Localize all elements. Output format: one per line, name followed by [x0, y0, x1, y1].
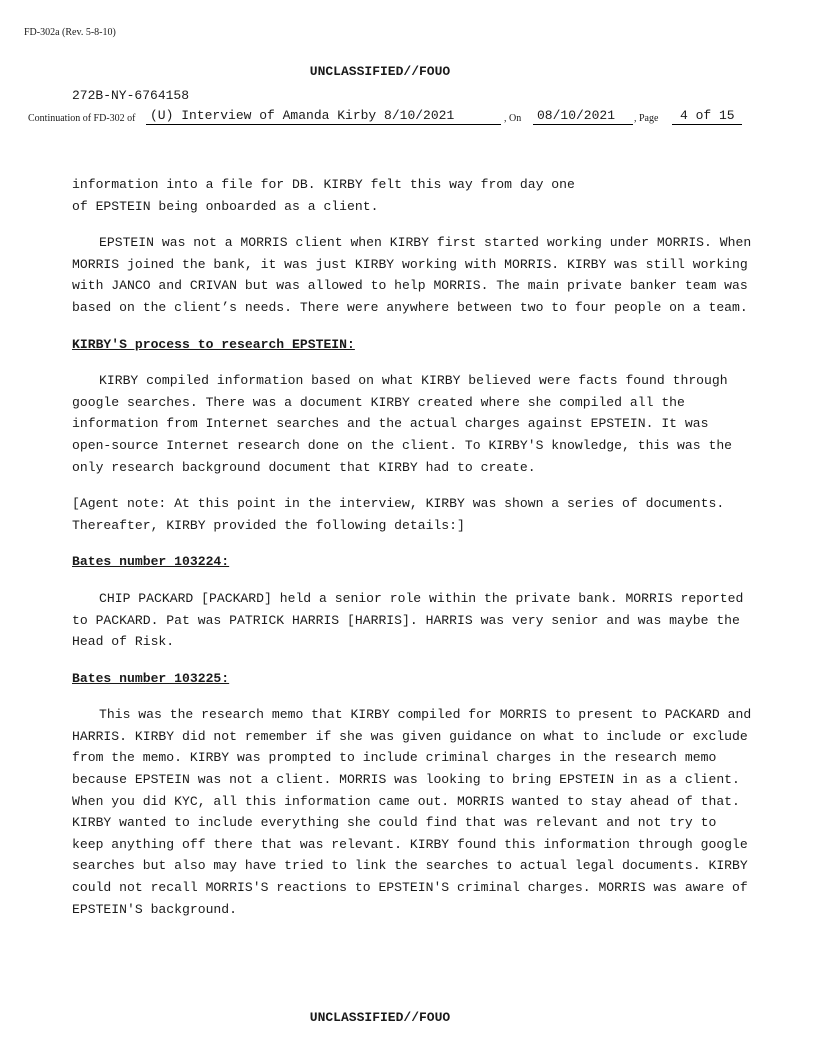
body-paragraph: CHIP PACKARD [PACKARD] held a senior role within the private bank. MORRIS reported to PACKARD. Pat was PATRICK HARRIS [HARRIS]. HARRIS was very senior and was maybe the Head of Risk.	[72, 590, 744, 650]
continuation-label: Continuation of FD-302 of	[28, 113, 136, 124]
classification-header: UNCLASSIFIED//FOUO	[309, 64, 451, 79]
section-heading: Bates number 103224:	[72, 554, 230, 570]
page-number-field: 4 of 15	[672, 108, 742, 125]
form-id: FD-302a (Rev. 5-8-10)	[24, 27, 116, 38]
interview-title-field: (U) Interview of Amanda Kirby 8/10/2021	[146, 108, 501, 125]
section-heading: Bates number 103225:	[72, 670, 230, 686]
page-label: , Page	[634, 113, 659, 124]
section-heading: KIRBY'S process to research EPSTEIN:	[72, 336, 355, 352]
body-paragraph: EPSTEIN was not a MORRIS client when KIRBY first started working under MORRIS. When MORRIS joined the bank, it was just KIRBY working with MORRIS. KIRBY was still working with JANCO and CRIVAN but was allowed to help MORRIS. The main private banker team was based on the client’s needs. There were anywhere between two to four people on a team.	[72, 235, 752, 315]
body-paragraph: information into a file for DB. KIRBY felt this way from day one of EPSTEIN being onboarded as a client.	[72, 177, 575, 214]
interview-date-field: 08/10/2021	[533, 108, 633, 125]
continuation-line	[28, 108, 748, 128]
body-paragraph: This was the research memo that KIRBY compiled for MORRIS to present to PACKARD and HARRIS. KIRBY did not remember if she was given guidance on what to include or exclude from the memo. KIRBY was prompted to include criminal charges in the research memo because EPSTEIN was not a client. MORRIS was looking to bring EPSTEIN in as a client. When you did KYC, all this information came out. MORRIS wanted to stay ahead of that. KIRBY wanted to include everything she could find that was relevant and not try to keep anything off there that was relevant. KIRBY found this information through google searches but also may have tried to link the searches to actual legal documents. KIRBY could not recall MORRIS'S reactions to EPSTEIN'S criminal charges. MORRIS was aware of EPSTEIN'S background.	[72, 707, 752, 917]
on-label: , On	[504, 113, 522, 124]
case-number: 272B-NY-6764158	[72, 88, 190, 103]
classification-footer: UNCLASSIFIED//FOUO	[309, 1010, 451, 1025]
body-paragraph: KIRBY compiled information based on what KIRBY believed were facts found through google searches. There was a document KIRBY created where she compiled all the information from Internet searches and the actual charges against EPSTEIN. It was open-source Internet research done on the client. To KIRBY'S knowledge, this was the only research background document that KIRBY had to create.	[72, 373, 733, 475]
document-body	[72, 174, 752, 935]
agent-note: [Agent note: At this point in the interview, KIRBY was shown a series of documents. Thereafter, KIRBY provided the following details:]	[72, 496, 725, 533]
